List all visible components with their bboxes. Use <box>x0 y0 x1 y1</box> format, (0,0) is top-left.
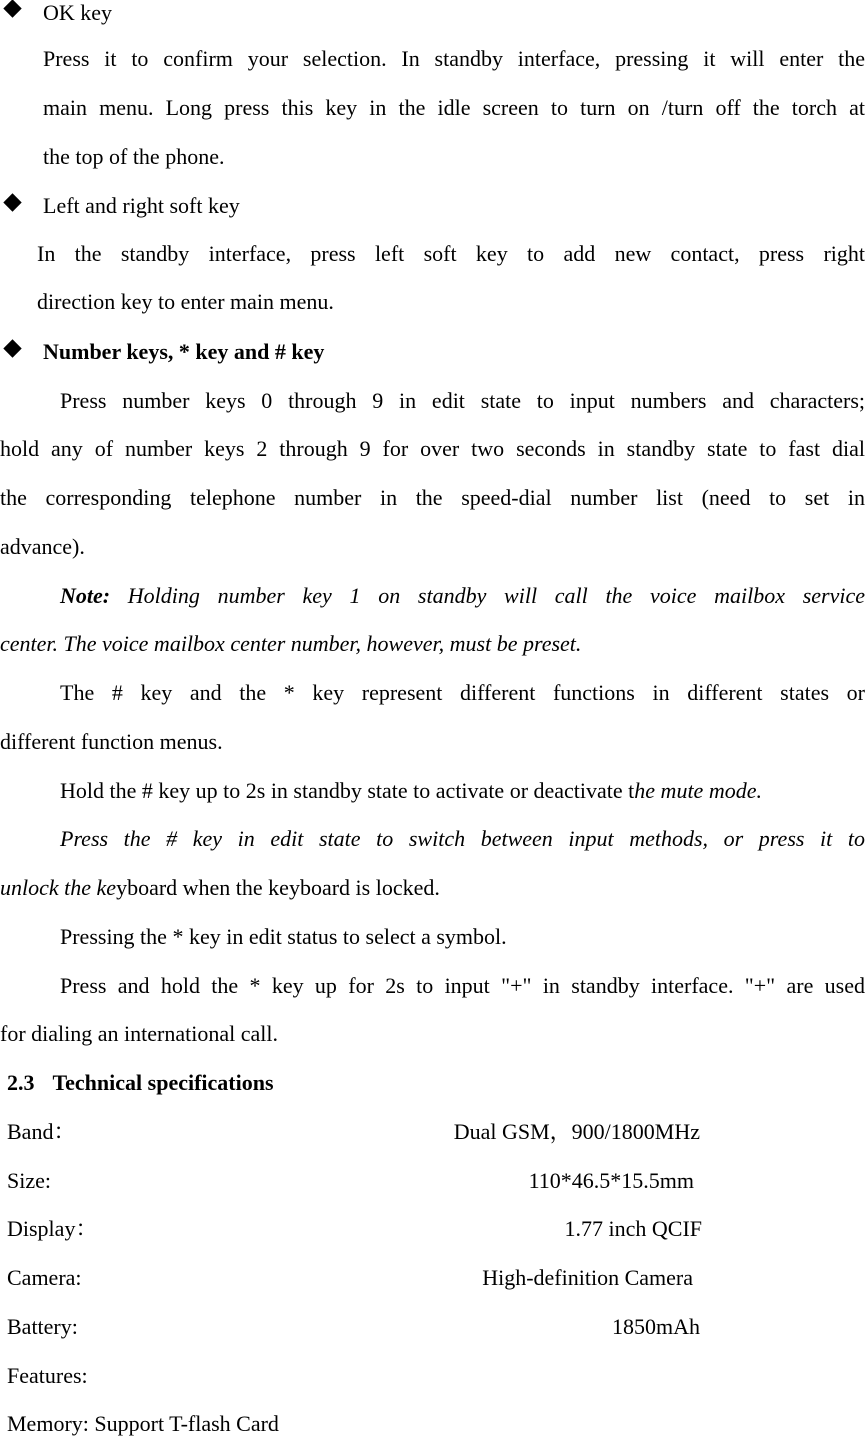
ok-key-line: main menu. Long press this key in the idle screen to turn on /turn off the torch at <box>43 95 865 120</box>
keys-functions-line: different function menus. <box>0 729 223 754</box>
number-keys-heading: Number keys, * key and # key <box>43 339 325 364</box>
ok-key-line: Press it to confirm your selection. In standby interface, pressing it will enter the <box>43 46 865 71</box>
section-title: Technical specifications <box>52 1070 274 1095</box>
section-heading <box>7 1070 274 1096</box>
plus-line: Press and hold the * key up for 2s to input "+" in standby interface. "+" are used <box>60 973 865 998</box>
soft-key-line: In the standby interface, press left soft key to add new contact, press right <box>37 241 865 266</box>
spec-label: Camera: <box>7 1265 82 1290</box>
edit-line: Press the # key in edit state to switch between input methods, or press it to <box>60 826 865 851</box>
features-label: Features: <box>7 1363 88 1388</box>
ok-key-heading: OK key <box>43 0 113 25</box>
note-label: Note: <box>60 583 111 608</box>
spec-label: Band： <box>7 1119 76 1144</box>
mute-text: Hold the # key up to 2s in standby state to activate or deactivate t <box>60 778 635 803</box>
note-text: Holding number key 1 on standby will call the voice mailbox service <box>110 583 865 608</box>
soft-key-heading: Left and right soft key <box>43 193 240 218</box>
spec-label: Display： <box>7 1216 98 1241</box>
number-keys-line: the corresponding telephone number in the speed-dial number list (need to set in <box>0 485 865 510</box>
mute-line <box>60 778 762 804</box>
edit-text: yboard when the keyboard is locked. <box>116 875 440 900</box>
spec-label: Battery: <box>7 1314 78 1339</box>
note-line: center. The voice mailbox center number, however, must be preset. <box>0 631 582 656</box>
symbol-line: Pressing the * key in edit status to select a symbol. <box>60 924 507 949</box>
number-keys-line: hold any of number keys 2 through 9 for over two seconds in standby state to fast dial <box>0 436 865 461</box>
spec-label: Size: <box>7 1168 51 1193</box>
note-line <box>60 583 865 609</box>
memory-line: Memory: Support T-flash Card <box>7 1411 279 1436</box>
mute-text-italic: he mute mode. <box>634 778 762 803</box>
keys-functions-line: The # key and the * key represent different functions in different states or <box>60 680 865 705</box>
spec-value: 110*46.5*15.5mm <box>528 1168 694 1193</box>
spec-value: 1850mAh <box>612 1314 700 1339</box>
number-keys-line: Press number keys 0 through 9 in edit state to input numbers and characters; <box>60 388 865 413</box>
section-number: 2.3 <box>7 1070 35 1095</box>
edit-line <box>0 875 440 901</box>
soft-key-line: direction key to enter main menu. <box>37 289 334 314</box>
plus-line: for dialing an international call. <box>0 1021 278 1046</box>
edit-text-italic: unlock the ke <box>0 875 117 900</box>
spec-value: 1.77 inch QCIF <box>564 1216 702 1241</box>
spec-value: Dual GSM，900/1800MHz <box>453 1119 700 1144</box>
ok-key-line: the top of the phone. <box>43 144 225 169</box>
spec-value: High-definition Camera <box>482 1265 693 1290</box>
number-keys-line: advance). <box>0 534 85 559</box>
